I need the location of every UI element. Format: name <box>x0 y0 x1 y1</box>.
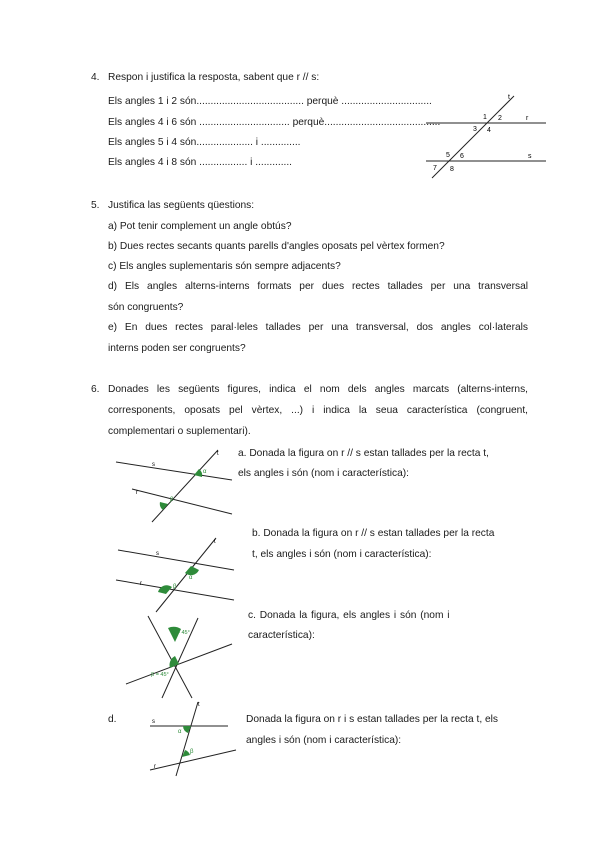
q6a-angle-alpha <box>194 469 202 477</box>
q6d-label-s: s <box>152 719 155 725</box>
q4-figure <box>422 90 552 180</box>
q4-label-5: 5 <box>446 152 450 159</box>
q6c-text-line2: característica): <box>248 630 315 641</box>
q6d-text-line2: angles i són (nom i característica): <box>246 735 402 746</box>
q6-number: 6. <box>91 384 100 395</box>
q6b-text-line2: t, els angles i són (nom i característica): <box>252 549 432 560</box>
q5-item-a: a) Pot tenir complement un angle obtús? <box>108 221 292 232</box>
q6b-label-r: r <box>140 581 142 587</box>
q6a-label-beta: β <box>170 497 174 503</box>
q4-label-s: s <box>528 153 532 160</box>
q4-label-4: 4 <box>487 127 491 134</box>
q5-item-d-line2: són congruents? <box>108 302 184 313</box>
q6a-line-s <box>116 462 232 480</box>
q4-label-7: 7 <box>433 165 437 172</box>
q4-label-2: 2 <box>498 115 502 122</box>
q6c-text-line1: c. Donada la figura, els angles i són (nom i <box>248 610 450 621</box>
q6a-line-t <box>152 450 218 522</box>
q6b-label-t: t <box>214 539 216 545</box>
q6b-text-line1: b. Donada la figura on r // s estan tallades per la recta <box>252 528 495 539</box>
q4-line-1: Els angles 1 i 2 són...................................... perquè ................................ <box>108 96 432 107</box>
q6b-label-beta: β <box>173 584 177 590</box>
q6b-line-r <box>116 580 234 600</box>
q5-item-e-line2: interns poden ser congruents? <box>108 343 246 354</box>
q6a-label-r: r <box>136 490 138 496</box>
q6b-label-s: s <box>156 551 159 557</box>
q6c-figure <box>118 614 243 699</box>
q6d-label-beta: β <box>190 749 194 755</box>
q6-intro-line1: Donades les següents figures, indica el nom dels angles marcats (alterns-interns, <box>108 384 528 395</box>
q6b-label-alpha: α <box>189 575 193 581</box>
q6a-label-t: t <box>217 451 219 457</box>
q4-label-3: 3 <box>473 126 477 133</box>
q4-line-4: Els angles 4 i 8 són ................. i ............. <box>108 157 293 168</box>
q4-line-3: Els angles 5 i 4 són.................... i .............. <box>108 137 301 148</box>
q5-prompt: Justifica las següents qüestions: <box>108 200 255 211</box>
q5-item-e-line1: e) En dues rectes paral·leles tallades per una transversal, dos angles col·laterals <box>108 322 528 333</box>
q6-intro-line3: complementari o suplementari). <box>108 426 251 437</box>
q6d-text-line1: Donada la figura on r i s estan tallades per la recta t, els <box>246 714 498 725</box>
q4-prompt: Respon i justifica la resposta, sabent que r // s: <box>108 72 320 83</box>
q4-label-6: 6 <box>460 153 464 160</box>
q6a-label-s: s <box>152 462 155 468</box>
q6d-label-alpha: α <box>178 729 182 735</box>
q6d-label-t: t <box>198 702 200 708</box>
q4-line-2: Els angles 4 i 6 són ................................ perquè......................................... <box>108 117 441 128</box>
q4-number: 4. <box>91 72 100 83</box>
q6a-figure <box>112 442 237 532</box>
q6b-angle-alpha <box>185 566 199 575</box>
q5-number: 5. <box>91 200 100 211</box>
q4-label-r: r <box>526 115 529 122</box>
q4-label-1: 1 <box>483 114 487 121</box>
q6c-label-alpha: α = 45° <box>172 630 190 636</box>
q6d-label-r: r <box>154 764 156 770</box>
q6a-label-alpha: α <box>203 469 207 475</box>
q6a-text-line2: els angles i són (nom i característica): <box>238 468 409 479</box>
q4-line-t <box>432 96 514 178</box>
q6d-figure <box>140 698 250 778</box>
q6b-figure <box>112 530 242 615</box>
q6d-letter: d. <box>108 714 117 725</box>
q5-item-c: c) Els angles suplementaris són sempre adjacents? <box>108 261 341 272</box>
q6a-line-r <box>132 489 232 514</box>
q4-label-t: t <box>508 94 510 101</box>
q6d-line-t <box>176 702 198 776</box>
q6b-line-t <box>156 538 216 612</box>
q6a-text-line1: a. Donada la figura on r // s estan tallades per la recta t, <box>238 448 489 459</box>
q4-label-8: 8 <box>450 166 454 173</box>
q5-item-b: b) Dues rectes secants quants parells d'angles oposats pel vèrtex formen? <box>108 241 445 252</box>
q6-intro-line2: corresponents, oposats pel vèrtex, ...) i indica la seua característica (congruent, <box>108 405 528 416</box>
q5-item-d-line1: d) Els angles alterns-interns formats per dues rectes tallades per una transversal <box>108 281 528 292</box>
q6b-line-s <box>118 550 234 570</box>
q6c-label-beta: β = 45° <box>151 672 169 678</box>
